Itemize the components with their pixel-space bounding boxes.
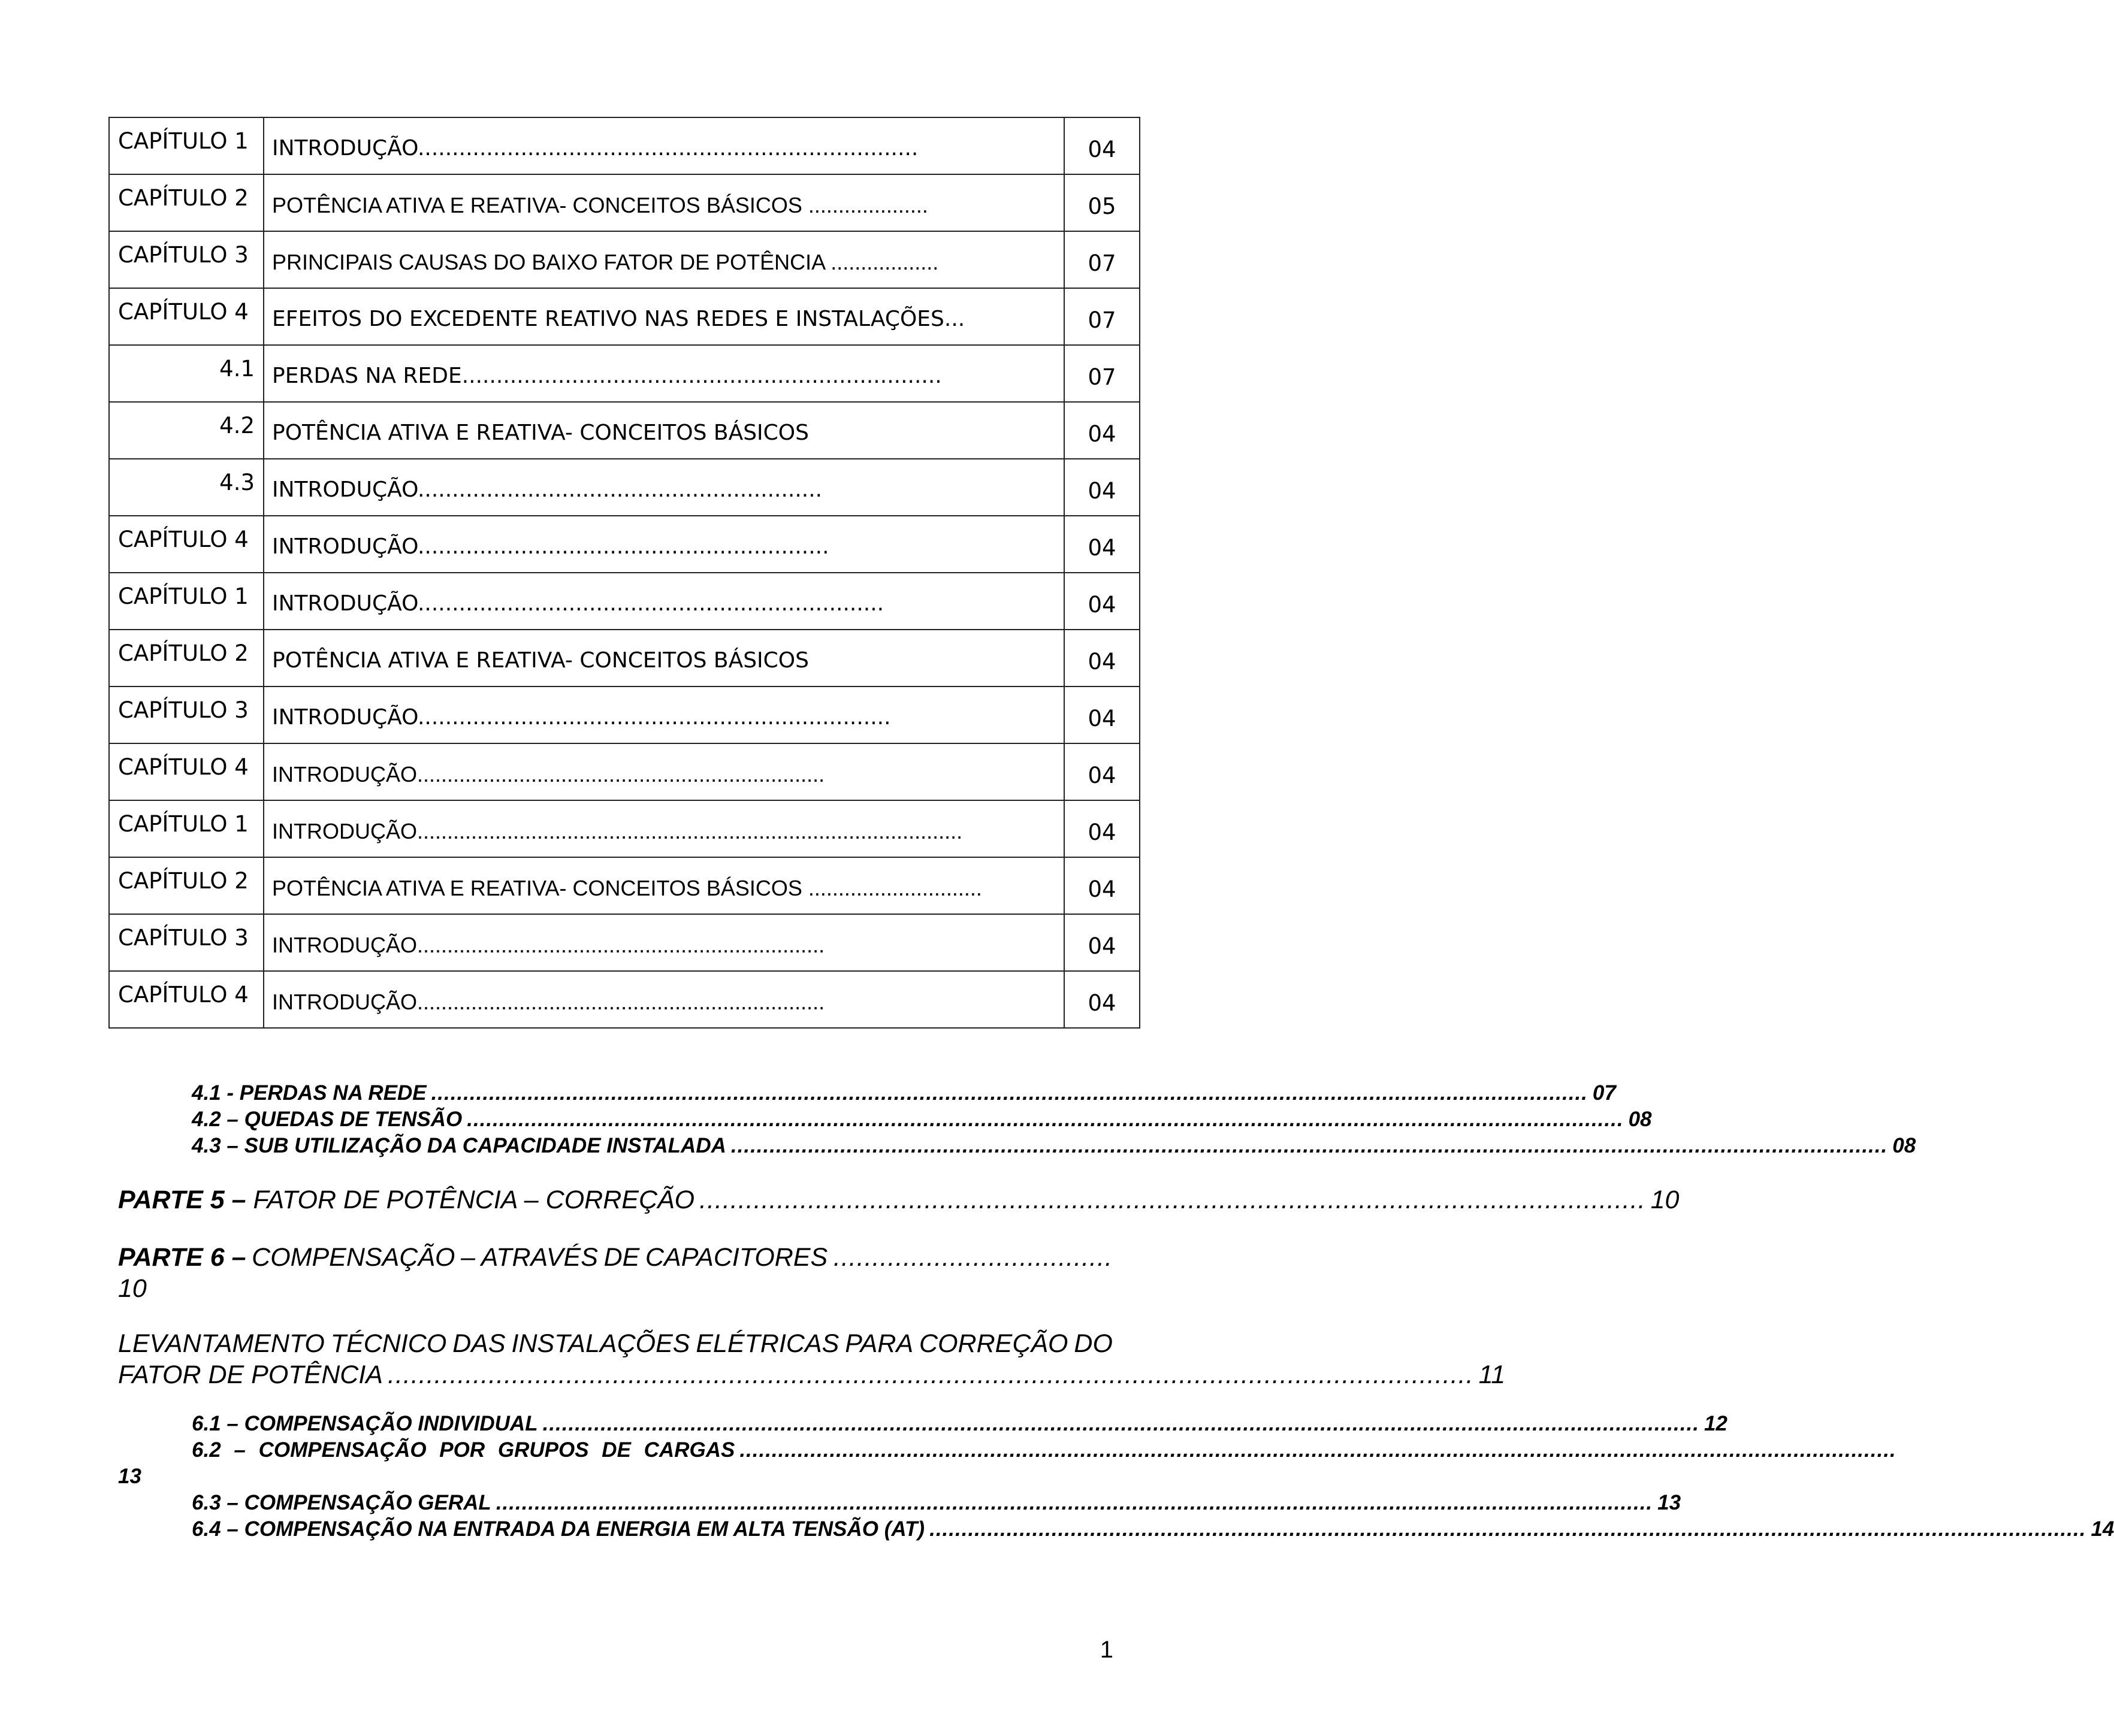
toc-entry: INTRODUÇÃO............................................................ — [272, 534, 829, 559]
toc-row — [109, 231, 1140, 288]
subsection-title: 4.1 - PERDAS NA REDE — [192, 1081, 427, 1105]
toc-page: 04 — [1088, 421, 1116, 447]
dot-leader: .......................................................................................................................... — [699, 1185, 1646, 1214]
dot-leader: .................................................................................................................................................................................... — [496, 1491, 1653, 1514]
toc-label: CAPÍTULO 4 — [118, 754, 249, 780]
subsection-title: 4.2 – QUEDAS DE TENSÃO — [192, 1108, 463, 1131]
toc-label: CAPÍTULO 3 — [118, 242, 249, 268]
part-6-word: DE — [603, 1243, 640, 1272]
subsection-entry — [192, 1437, 1896, 1463]
toc-label: CAPÍTULO 2 — [118, 640, 249, 666]
toc-page: 04 — [1088, 990, 1116, 1016]
levantamento-word: LEVANTAMENTO — [118, 1329, 325, 1358]
toc-label: CAPÍTULO 4 — [118, 299, 249, 325]
part-6-word: – — [461, 1243, 476, 1272]
toc-label: CAPÍTULO 3 — [118, 925, 249, 951]
toc-row — [109, 516, 1140, 573]
part-6-entry — [118, 1242, 1113, 1304]
subsection-page-wrap — [118, 1463, 238, 1490]
toc-label: CAPÍTULO 2 — [118, 185, 249, 211]
subsection-entry — [192, 1106, 1652, 1133]
toc-entry: POTÊNCIA ATIVA E REATIVA- CONCEITOS BÁSICOS .................... — [272, 192, 928, 217]
toc-entry: EFEITOS DO EXCEDENTE REATIVO NAS REDES E INSTALAÇÕES... — [272, 307, 965, 331]
toc-page: 04 — [1088, 933, 1116, 959]
toc-label: 4.2 — [219, 413, 255, 438]
toc-page: 07 — [1088, 307, 1116, 333]
toc-page: 07 — [1088, 364, 1116, 390]
toc-row — [109, 345, 1140, 402]
toc-entry: INTRODUÇÃO.................................................................... — [272, 591, 884, 616]
toc-entry: POTÊNCIA ATIVA E REATIVA- CONCEITOS BÁSICOS — [272, 648, 809, 673]
subsection-page: 07 — [1592, 1081, 1616, 1105]
subsection-title: 4.3 – SUB UTILIZAÇÃO DA CAPACIDADE INSTALADA — [192, 1134, 726, 1157]
dot-leader: .................................................................................................................................................................................... — [730, 1134, 1888, 1157]
toc-page: 04 — [1088, 706, 1116, 731]
part-5-title: FATOR DE POTÊNCIA – CORREÇÃO — [253, 1185, 695, 1214]
part-6-page: 10 — [118, 1274, 147, 1303]
subsection-title: 6.2 – COMPENSAÇÃO POR GRUPOS DE CARGAS — [192, 1438, 735, 1462]
toc-row — [109, 459, 1140, 516]
dot-leader: ............................................................................................................................................ — [388, 1360, 1474, 1389]
toc-entry: PRINCIPAIS CAUSAS DO BAIXO FATOR DE POTÊNCIA .................. — [272, 249, 939, 274]
toc-table — [108, 117, 1140, 1029]
subsection-page: 13 — [118, 1465, 141, 1488]
toc-entry: POTÊNCIA ATIVA E REATIVA- CONCEITOS BÁSICOS ............................. — [272, 875, 982, 900]
toc-label: CAPÍTULO 1 — [118, 811, 249, 837]
dot-leader: .................................................................................................................................................................................... — [467, 1108, 1624, 1131]
toc-entry: INTRODUÇÃO.................................................................... — [272, 932, 825, 957]
toc-page: 04 — [1088, 649, 1116, 675]
toc-page: 04 — [1088, 137, 1116, 162]
dot-leader: .................................................................................................................................................................................... — [542, 1412, 1699, 1435]
toc-row — [109, 857, 1140, 914]
part-6-word: ATRAVÉS — [481, 1243, 598, 1272]
levantamento-entry — [118, 1328, 1506, 1390]
part-6-label: PARTE 6 – — [118, 1243, 246, 1272]
part-5-entry — [118, 1184, 1680, 1215]
toc-entry: INTRODUÇÃO.................................................................... — [272, 761, 825, 787]
toc-row — [109, 971, 1140, 1028]
toc-entry: PERDAS NA REDE...................................................................... — [272, 364, 942, 388]
levantamento-word: DAS — [452, 1329, 506, 1358]
toc-row — [109, 288, 1140, 345]
toc-row — [109, 573, 1140, 630]
toc-row — [109, 914, 1140, 971]
toc-page: 04 — [1088, 535, 1116, 561]
dot-leader: .................................................................................................................................................................................... — [929, 1517, 2086, 1541]
levantamento-page: 11 — [1478, 1360, 1506, 1389]
part-5-label: PARTE 5 – — [118, 1185, 246, 1214]
toc-row — [109, 402, 1140, 459]
toc-label: CAPÍTULO 4 — [118, 527, 249, 552]
toc-page: 04 — [1088, 478, 1116, 504]
toc-label: CAPÍTULO 3 — [118, 697, 249, 723]
toc-row — [109, 117, 1140, 174]
dot-leader: .................................... — [833, 1243, 1113, 1272]
subsection-page: 12 — [1704, 1412, 1728, 1435]
dot-leader: .................................................................................................................................................................................... — [739, 1438, 1896, 1462]
subsection-title: 6.1 – COMPENSAÇÃO INDIVIDUAL — [192, 1412, 538, 1435]
toc-page: 04 — [1088, 819, 1116, 845]
toc-entry: INTRODUÇÃO..................................................................... — [272, 705, 891, 730]
subsection-title: 6.3 – COMPENSAÇÃO GERAL — [192, 1491, 491, 1514]
toc-row — [109, 800, 1140, 857]
part-6-word: COMPENSAÇÃO — [252, 1243, 455, 1272]
levantamento-word: CORREÇÃO — [919, 1329, 1068, 1358]
levantamento-word: PARA — [845, 1329, 914, 1358]
subsection-entry — [192, 1516, 2114, 1543]
toc-page: 07 — [1088, 250, 1116, 276]
subsection-entry — [192, 1411, 1728, 1437]
levantamento-word: TÉCNICO — [330, 1329, 447, 1358]
page-number: 1 — [1100, 1637, 1113, 1663]
levantamento-word: DO — [1074, 1329, 1113, 1358]
subsection-page: 14 — [2091, 1517, 2114, 1541]
toc-row — [109, 686, 1140, 743]
subsection-page: 08 — [1892, 1134, 1916, 1157]
toc-row — [109, 743, 1140, 800]
toc-label: CAPÍTULO 4 — [118, 982, 249, 1008]
toc-page: 04 — [1088, 592, 1116, 618]
toc-label: CAPÍTULO 2 — [118, 868, 249, 894]
toc-label: 4.1 — [219, 356, 255, 382]
subsection-title: 6.4 – COMPENSAÇÃO NA ENTRADA DA ENERGIA EM ALTA TENSÃO (AT) — [192, 1517, 925, 1541]
toc-label: CAPÍTULO 1 — [118, 583, 249, 609]
toc-entry: INTRODUÇÃO.................................................................... — [272, 989, 825, 1014]
subsection-entry — [192, 1133, 1916, 1159]
toc-entry: INTRODUÇÃO......................................................................... — [272, 136, 919, 161]
subsection-entry — [192, 1080, 1616, 1106]
toc-entry: INTRODUÇÃO........................................................... — [272, 477, 823, 502]
part-6-word: CAPACITORES — [645, 1243, 828, 1272]
toc-row — [109, 174, 1140, 231]
toc-entry: POTÊNCIA ATIVA E REATIVA- CONCEITOS BÁSICOS — [272, 421, 809, 445]
toc-page: 04 — [1088, 763, 1116, 788]
dot-leader: .................................................................................................................................................................................... — [431, 1081, 1588, 1105]
toc-label: 4.3 — [219, 470, 255, 495]
subsection-entry — [192, 1490, 1681, 1516]
levantamento-word: INSTALAÇÕES — [511, 1329, 690, 1358]
subsection-page: 08 — [1628, 1108, 1652, 1131]
toc-label: CAPÍTULO 1 — [118, 128, 249, 154]
part-5-page: 10 — [1650, 1185, 1680, 1214]
toc-entry: INTRODUÇÃO........................................................................................... — [272, 818, 963, 843]
toc-page: 05 — [1088, 193, 1116, 219]
toc-page: 04 — [1088, 876, 1116, 902]
subsection-page: 13 — [1657, 1491, 1681, 1514]
levantamento-line2: FATOR DE POTÊNCIA — [118, 1360, 383, 1389]
toc-row — [109, 630, 1140, 686]
levantamento-word: ELÉTRICAS — [696, 1329, 839, 1358]
